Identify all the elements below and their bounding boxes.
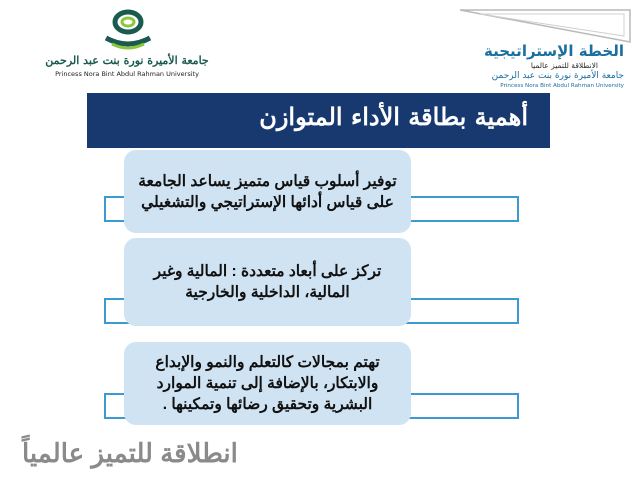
slide-title: أهمية بطاقة الأداء المتوازن [259, 102, 528, 131]
card-text: توفير أسلوب قياس متميز يساعد الجامعة على قياس أدائها الإستراتيجي والتشغيلي [138, 172, 397, 211]
strategic-plan-university-arabic: جامعة الأميرة نورة بنت عبد الرحمن [491, 71, 624, 81]
card-text: تركز على أبعاد متعددة : المالية وغير المالية، الداخلية والخارجية [153, 263, 382, 301]
importance-card-3 [124, 342, 411, 425]
strategic-plan-university-english: Princess Nora Bint Abdul Rahman University [500, 83, 624, 89]
university-logo-left [32, 8, 232, 80]
university-name-english: Princess Nora Bint Abdul Rahman University [55, 70, 199, 78]
importance-card-2 [124, 238, 411, 326]
slide-title-bar [87, 93, 550, 148]
university-emblem-icon [98, 8, 158, 52]
strategic-plan-subtitle: الانطلاقة للتميز عالميا [530, 61, 598, 70]
importance-card-1 [124, 150, 411, 233]
footer-slogan: انطلاقة للتميز عالمياً [22, 438, 238, 468]
university-name-arabic: جامعة الأميرة نورة بنت عبد الرحمن [45, 54, 209, 67]
strategic-plan-logo [420, 8, 632, 90]
card-text: تهتم بمجالات كالتعلم والنمو والإبداع والابتكار، بالإضافة إلى تنمية الموارد البشرية وتحقيق رضائها وتمكينها . [155, 354, 380, 413]
strategic-plan-title: الخطة الإستراتيجية [484, 42, 624, 60]
triangle-emblem-icon [420, 8, 632, 46]
